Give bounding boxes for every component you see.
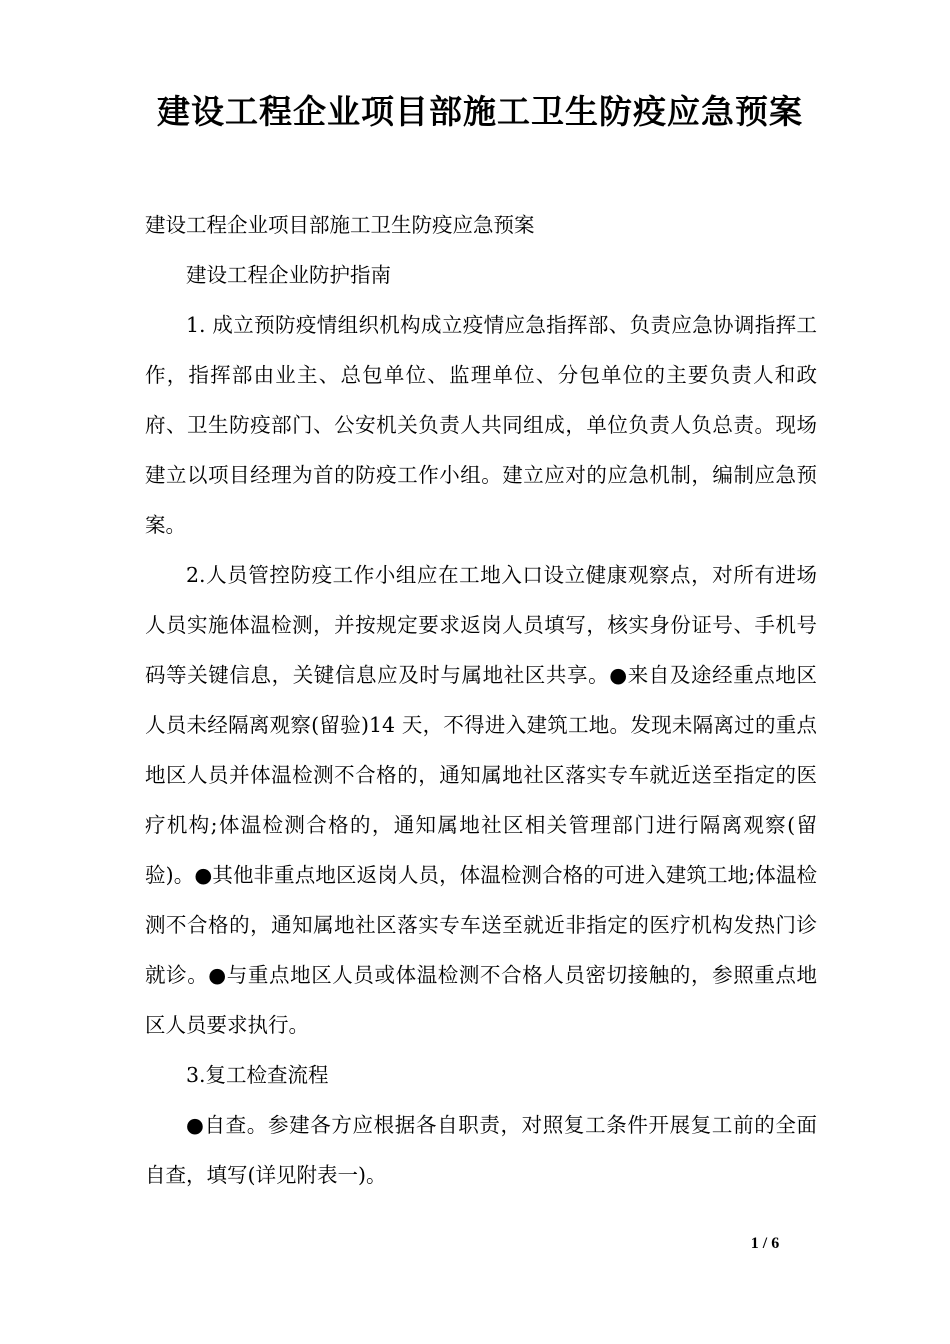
paragraph-personnel-control: 2.人员管控防疫工作小组应在工地入口设立健康观察点，对所有进场人员实施体温检测，并按规定要求返岗人员填写，核实身份证号、手机号码等关键信息，关键信息应及时与属地社区共享。●来自及途经重点地区人员未经隔离观察(留验)14 天，不得进入建筑工地。发现未隔离过的重点地区人员并体温检测不合格的，通知属地社区落实专车就近送至指定的医疗机构;体温检测合格的，通知属地社区相关管理部门进行隔离观察(留验)。●其他非重点地区返岗人员，体温检测合格的可进入建筑工地;体温检测不合格的，通知属地社区落实专车送至就近非指定的医疗机构发热门诊就诊。●与重点地区人员或体温检测不合格人员密切接触的，参照重点地区人员要求执行。 bbox=[145, 563, 817, 1037]
page-number: 1 / 6 bbox=[750, 1235, 780, 1252]
section-heading: 建设工程企业防护指南 bbox=[186, 263, 391, 287]
document-title: 建设工程企业项目部施工卫生防疫应急预案 bbox=[157, 92, 803, 131]
paragraph-self-check: ●自查。参建各方应根据各自职责，对照复工条件开展复工前的全面自查，填写(详见附表一)。 bbox=[145, 1113, 817, 1187]
paragraph-resume-process: 3.复工检查流程 bbox=[186, 1063, 329, 1087]
paragraph-organization: 1. 成立预防疫情组织机构成立疫情应急指挥部、负责应急协调指挥工作，指挥部由业主、总包单位、监理单位、分包单位的主要负责人和政府、卫生防疫部门、公安机关负责人共同组成，单位负责人负总责。现场建立以项目经理为首的防疫工作小组。建立应对的应急机制，编制应急预案。 bbox=[145, 313, 817, 537]
body-subtitle: 建设工程企业项目部施工卫生防疫应急预案 bbox=[145, 213, 535, 237]
document-body bbox=[145, 200, 817, 1200]
